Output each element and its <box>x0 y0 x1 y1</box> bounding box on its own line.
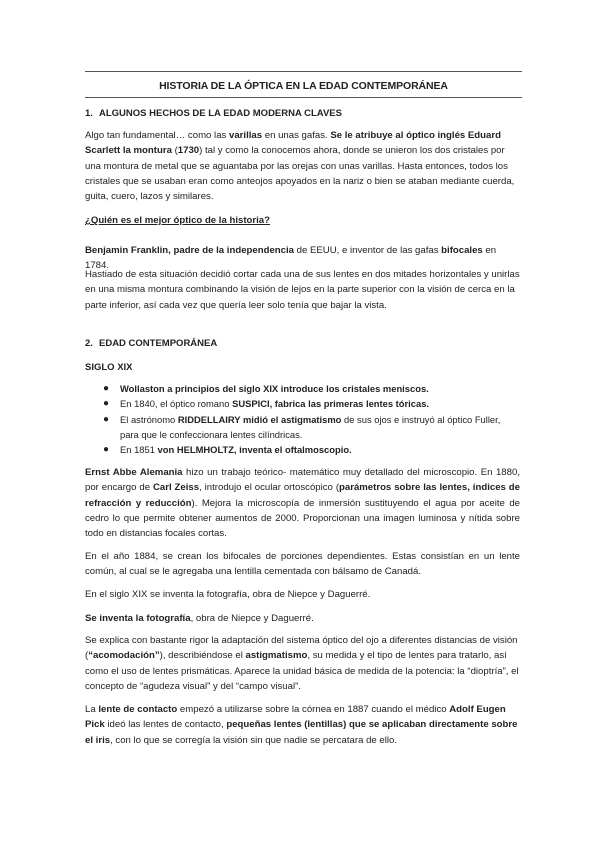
bullet-icon: ● <box>103 398 110 410</box>
top-rule <box>85 71 522 72</box>
section1-number: 1. <box>85 108 93 119</box>
text-run: de sus ojos e instruyó al óptico Fuller, para que le confeccionara lentes cilíndricas. <box>120 413 501 440</box>
list-item <box>100 442 520 457</box>
page-title: HISTORIA DE LA ÓPTICA EN LA EDAD CONTEMPORÁNEA <box>159 80 448 92</box>
text-run: , su medida y el tipo de lentes para tratarlo, así como el uso de lentes prismáticas. Aparece la unidad básica de medida de la potencia: la “dioptría”, el concepto de “agudeza visual” y del “campo visual”. <box>85 650 519 692</box>
text-run: pequeñas lentes (lentillas) que se aplicaban directamente sobre el iris <box>85 719 518 746</box>
text-run: von HELMHOLTZ, inventa el oftalmoscopio. <box>157 444 352 456</box>
text-run: “acomodación” <box>88 650 160 662</box>
text-run: RIDDELLAIRY midió el astigmatismo <box>177 413 342 425</box>
text-run: , introdujo el ocular ortoscópico ( <box>199 482 340 494</box>
paragraph-abbe <box>85 465 520 541</box>
text-run: astigmatismo <box>245 650 308 662</box>
text-run: ) tal y como la conocemos ahora, donde se unieron los dos cristales por una montura de metal que se aguantaba por las orejas con unas varillas. Hasta entonces, todos los cristales que se usaban eran como anteojos apoyados en la nariz o bien se ataban mediante cuerda, guita, cuero, lazos y similares. <box>85 145 515 203</box>
title-rule <box>85 97 522 98</box>
text-run: , con lo que se corregía la visión sin que nadie se percatara de ello. <box>110 734 398 746</box>
paragraph-varillas <box>85 128 520 204</box>
text-run: ideó las lentes de contacto, <box>104 719 227 731</box>
text-run: Ernst Abbe Alemania <box>85 467 183 478</box>
text-run: Adolf Eugen Pick <box>85 704 506 731</box>
text-run: SUSPICI, fabrica las primeras lentes tóricas. <box>232 398 430 410</box>
text-run: de EEUU, e inventor de las gafas <box>293 245 442 256</box>
bullet-icon: ● <box>103 383 110 394</box>
text-run: El astrónomo <box>120 413 178 425</box>
text-run: Se inventa la fotografía <box>85 613 191 624</box>
paragraph-acomodacion <box>85 633 520 694</box>
text-run: Se le atribuye al óptico inglés Eduard Scarlett la montura <box>85 130 501 157</box>
text-run: varillas <box>229 130 263 141</box>
section1-heading <box>85 106 520 121</box>
paragraph-lente-contacto <box>85 702 520 748</box>
subheading-siglo-xix: SIGLO XIX <box>85 362 133 373</box>
text-run: en 1784. <box>85 245 497 272</box>
text-run: En 1840, el óptico romano <box>120 398 233 410</box>
text-run: ), describiéndose el <box>159 650 246 662</box>
text-run: bifocales <box>441 245 483 256</box>
text-run: parámetros sobre las lentes, índices de refracción y reducción <box>85 482 520 509</box>
text-run: 1730 <box>177 145 200 157</box>
paragraph-1884: En el año 1884, se crean los bifocales de porciones dependientes. Estas consistían en un lente común, al cual se le agregaba una lentilla cementada con bálsamo de Canadá. <box>85 551 520 578</box>
text-run: ( <box>171 145 178 157</box>
list-item <box>100 381 520 396</box>
text-run: , obra de Niepce y Daguerré. <box>190 613 314 624</box>
question-text: ¿Quién es el mejor óptico de la historia? <box>85 215 270 226</box>
question-heading <box>85 213 520 228</box>
section2-number: 2. <box>85 338 93 349</box>
text-run: Se explica con bastante rigor la adaptación del sistema óptico del ojo a diferentes distancias de visión ( <box>85 635 518 662</box>
text-run: hizo un trabajo teórico- matemático muy detallado del microscopio. En 1880, por encargo de <box>85 467 520 494</box>
text-run: Benjamin Franklin, padre de la independencia <box>85 245 294 256</box>
text-run: empezó a utilizarse sobre la córnea en 1887 cuando el médico <box>177 704 450 715</box>
paragraph-fotografia-2 <box>85 611 520 626</box>
text-run: La <box>85 704 99 715</box>
text-run: Wollaston a principios del siglo XIX introduce los cristales meniscos. <box>120 383 429 394</box>
paragraph-hastiado: Hastiado de esta situación decidió cortar cada una de sus lentes en dos mitades horizontales y unirlas en una misma montura combinando la visión de lejos en la parte superior con la visión de cerca en la parte inferior, así cada vez que quería leer solo tenía que bajar la vista. <box>85 269 520 311</box>
section2-heading <box>85 336 520 351</box>
list-item <box>100 412 520 443</box>
section1-title: ALGUNOS HECHOS DE LA EDAD MODERNA CLAVES <box>99 108 342 119</box>
text-run: Algo tan fundamental… como las <box>85 130 229 141</box>
section2-title: EDAD CONTEMPORÁNEA <box>99 338 218 349</box>
text-run: En 1851 <box>120 444 158 456</box>
bullet-list <box>100 381 520 457</box>
text-run: ). Mejora la microscopía de inmersión sustituyendo el agua por aceite de cedro lo que permite obtener aumentos de 2000. Proporcionan una imagen luminosa y nítida sobre todo en distancias focales cortas. <box>85 497 521 540</box>
text-run: en unas gafas. <box>262 130 331 141</box>
text-run: lente de contacto <box>98 704 178 715</box>
text-run: Carl Zeiss <box>152 482 200 494</box>
bullet-icon: ● <box>103 444 110 456</box>
list-item <box>100 396 520 411</box>
bullet-icon: ● <box>103 413 110 425</box>
paragraph-fotografia-1: En el siglo XIX se inventa la fotografía, obra de Niepce y Daguerré. <box>85 589 371 600</box>
